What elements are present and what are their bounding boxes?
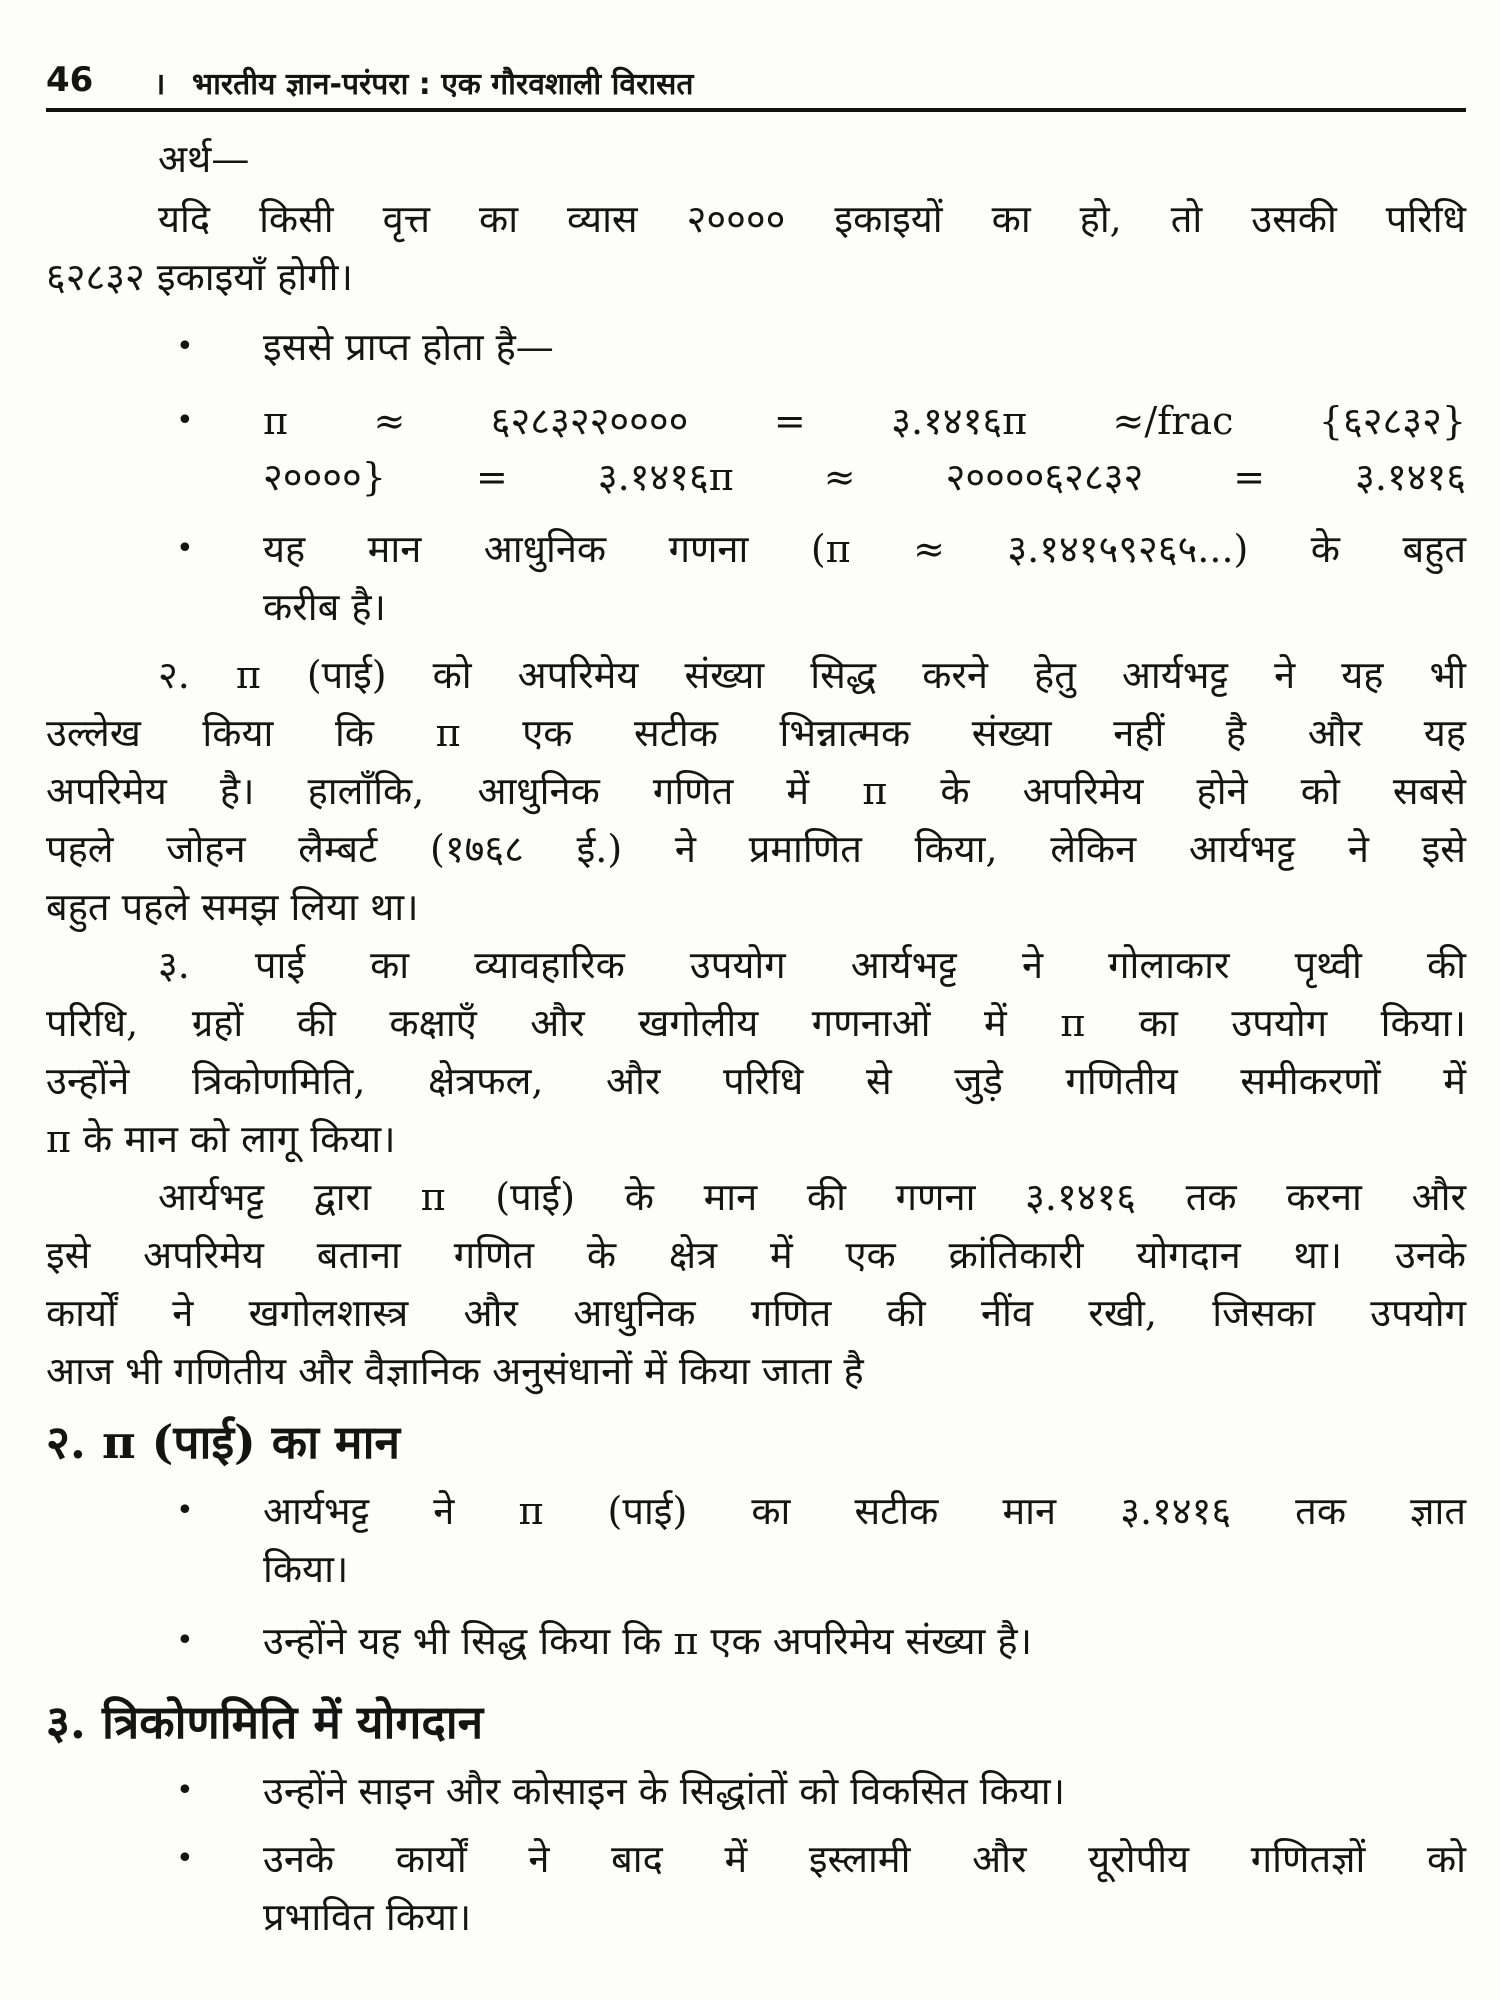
book-title: भारतीय ज्ञान-परंपरा : एक गौरवशाली विरासत <box>192 67 694 102</box>
header-separator: । <box>154 67 166 102</box>
bullet-icon: • <box>176 403 194 438</box>
section-heading: ३. त्रिकोणमिति में योगदान <box>46 1695 484 1749</box>
section-heading: २. π (पाई) का मान <box>46 1415 401 1469</box>
body-line: यदि किसी वृत्त का व्यास २०००० इकाइयों का हो, तो उसकी परिधि <box>158 197 1466 241</box>
formula-line: २००००} = ३.१४१६π ≈ २००००६२८३२ = ३.१४१६ <box>263 455 1466 499</box>
bullet-icon: • <box>176 1623 194 1658</box>
body-line: अपरिमेय है। हालाँकि, आधुनिक गणित में π के अपरिमेय होने को सबसे <box>46 769 1466 813</box>
body-line: पहले जोहन लैम्बर्ट (१७६८ ई.) ने प्रमाणित किया, लेकिन आर्यभट्ट ने इसे <box>46 827 1466 871</box>
body-line: उन्होंने त्रिकोणमिति, क्षेत्रफल, और परिधि से जुड़े गणितीय समीकरणों में <box>46 1059 1466 1103</box>
body-line: परिधि, ग्रहों की कक्षाएँ और खगोलीय गणनाओं में π का उपयोग किया। <box>46 1001 1466 1045</box>
body-line: कार्यों ने खगोलशास्त्र और आधुनिक गणित की नींव रखी, जिसका उपयोग <box>46 1291 1466 1335</box>
bullet-icon: • <box>176 1841 194 1876</box>
list-item: उन्होंने यह भी सिद्ध किया कि π एक अपरिमेय संख्या है। <box>263 1619 1033 1663</box>
body-line: उल्लेख किया कि π एक सटीक भिन्नात्मक संख्या नहीं है और यह <box>46 711 1466 755</box>
body-line: π के मान को लागू किया। <box>46 1117 396 1161</box>
list-item: उनके कार्यों ने बाद में इस्लामी और यूरोपीय गणितज्ञों को <box>263 1837 1466 1881</box>
bullet-icon: • <box>176 329 194 364</box>
body-line: २. π (पाई) को अपरिमेय संख्या सिद्ध करने हेतु आर्यभट्ट ने यह भी <box>158 653 1466 697</box>
running-header <box>46 58 1466 112</box>
body-line: बहुत पहले समझ लिया था। <box>46 885 419 929</box>
list-item: यह मान आधुनिक गणना (π ≈ ३.१४१५९२६५...) के बहुत <box>263 527 1466 571</box>
body-line: इसे अपरिमेय बताना गणित के क्षेत्र में एक क्रांतिकारी योगदान था। उनके <box>46 1233 1466 1277</box>
formula-line: π ≈ ६२८३२२०००० = ३.१४१६π ≈/frac {६२८३२} <box>263 399 1466 443</box>
body-line: आर्यभट्ट द्वारा π (पाई) के मान की गणना ३.१४१६ तक करना और <box>158 1175 1466 1219</box>
list-item: प्रभावित किया। <box>263 1895 472 1939</box>
bullet-icon: • <box>176 531 194 566</box>
body-line: ३. पाई का व्यावहारिक उपयोग आर्यभट्ट ने गोलाकार पृथ्वी की <box>158 943 1466 987</box>
meaning-label: अर्थ— <box>158 137 250 181</box>
body-line: आज भी गणितीय और वैज्ञानिक अनुसंधानों में किया जाता है <box>46 1349 864 1393</box>
bullet-icon: • <box>176 1773 194 1808</box>
list-item: किया। <box>263 1547 349 1591</box>
body-line: ६२८३२ इकाइयाँ होगी। <box>46 255 353 299</box>
list-item: इससे प्राप्त होता है— <box>263 325 554 369</box>
list-item: आर्यभट्ट ने π (पाई) का सटीक मान ३.१४१६ तक ज्ञात <box>263 1489 1466 1533</box>
list-item: करीब है। <box>263 585 386 629</box>
bullet-icon: • <box>176 1493 194 1528</box>
page-number: 46 <box>46 60 94 100</box>
list-item: उन्होंने साइन और कोसाइन के सिद्धांतों को विकसित किया। <box>263 1769 1066 1813</box>
